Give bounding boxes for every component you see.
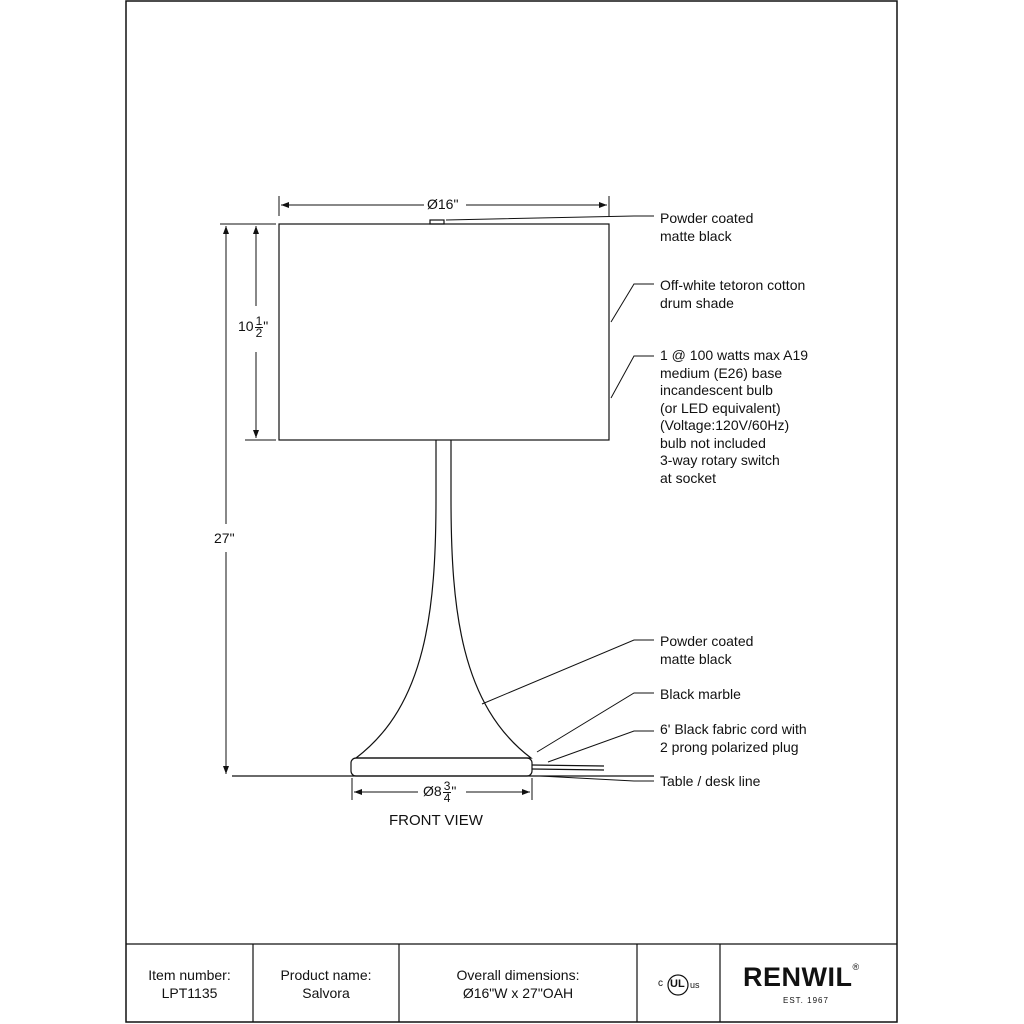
base-diameter-label [423,781,456,804]
item-number-value: LPT1135 [161,985,218,1001]
callout-cord: 6' Black fabric cord with 2 prong polarized plug [660,721,807,755]
overall-height-label: 27" [214,530,235,546]
shade-height-numerator: 1 [255,314,263,328]
finial [430,220,444,224]
ul-text: UL [670,978,685,990]
leader-body [482,640,654,704]
brand-logo [743,962,860,993]
shade-height-denominator: 2 [255,326,263,340]
lamp-drawing [232,220,654,776]
product-name-value: Salvora [302,985,350,1001]
callout-bulb: 1 @ 100 watts max A19 medium (E26) base incandescent bulb (or LED equivalent) (Voltage:120V/60Hz) bulb not included 3-way rotary switch at socket [660,347,809,486]
brand-registered-mark: ® [852,962,860,972]
item-number-cell [126,945,253,1023]
product-name-cell [253,945,399,1023]
sheet-border [126,1,897,1022]
ul-c-text: c [658,978,663,989]
callout-base: Black marble [660,686,741,702]
product-name-label: Product name: [280,967,372,983]
leader-shade [611,284,654,322]
leader-finial [446,216,654,220]
dimension-lines [220,196,609,800]
shade-height-whole: 10 [238,318,254,335]
shade-diameter-label: Ø16" [427,196,459,212]
callout-shade: Off-white tetoron cotton drum shade [660,277,806,311]
item-number-label: Item number: [148,967,231,983]
overall-dimensions-value: Ø16"W x 27"OAH [462,985,574,1001]
leader-base [537,693,654,752]
shade-height-inch-mark: " [263,318,269,335]
base-diameter-numerator: 3 [443,779,451,793]
ul-us-text: us [690,980,700,990]
callout-finial: Powder coated matte black [660,210,754,244]
view-title: FRONT VIEW [389,812,483,829]
brand-established: EST. 1967 [783,996,829,1005]
brand-name: RENWIL [743,962,853,992]
marble-base [351,758,532,776]
callout-body: Powder coated matte black [660,633,754,667]
drum-shade [279,224,609,440]
shade-height-fraction [255,316,264,339]
shade-height-label [238,316,268,339]
callout-table-line: Table / desk line [660,773,761,789]
lamp-body [356,440,531,758]
base-diameter-denominator: 4 [443,791,451,805]
base-diameter-whole: Ø8 [423,783,442,800]
leader-lines [446,216,654,781]
base-diameter-inch-mark: " [451,783,457,800]
overall-dimensions-cell [399,945,637,1023]
leader-table [540,776,654,781]
cord [532,765,604,770]
leader-bulb [611,356,654,398]
overall-dimensions-label: Overall dimensions: [456,967,580,983]
